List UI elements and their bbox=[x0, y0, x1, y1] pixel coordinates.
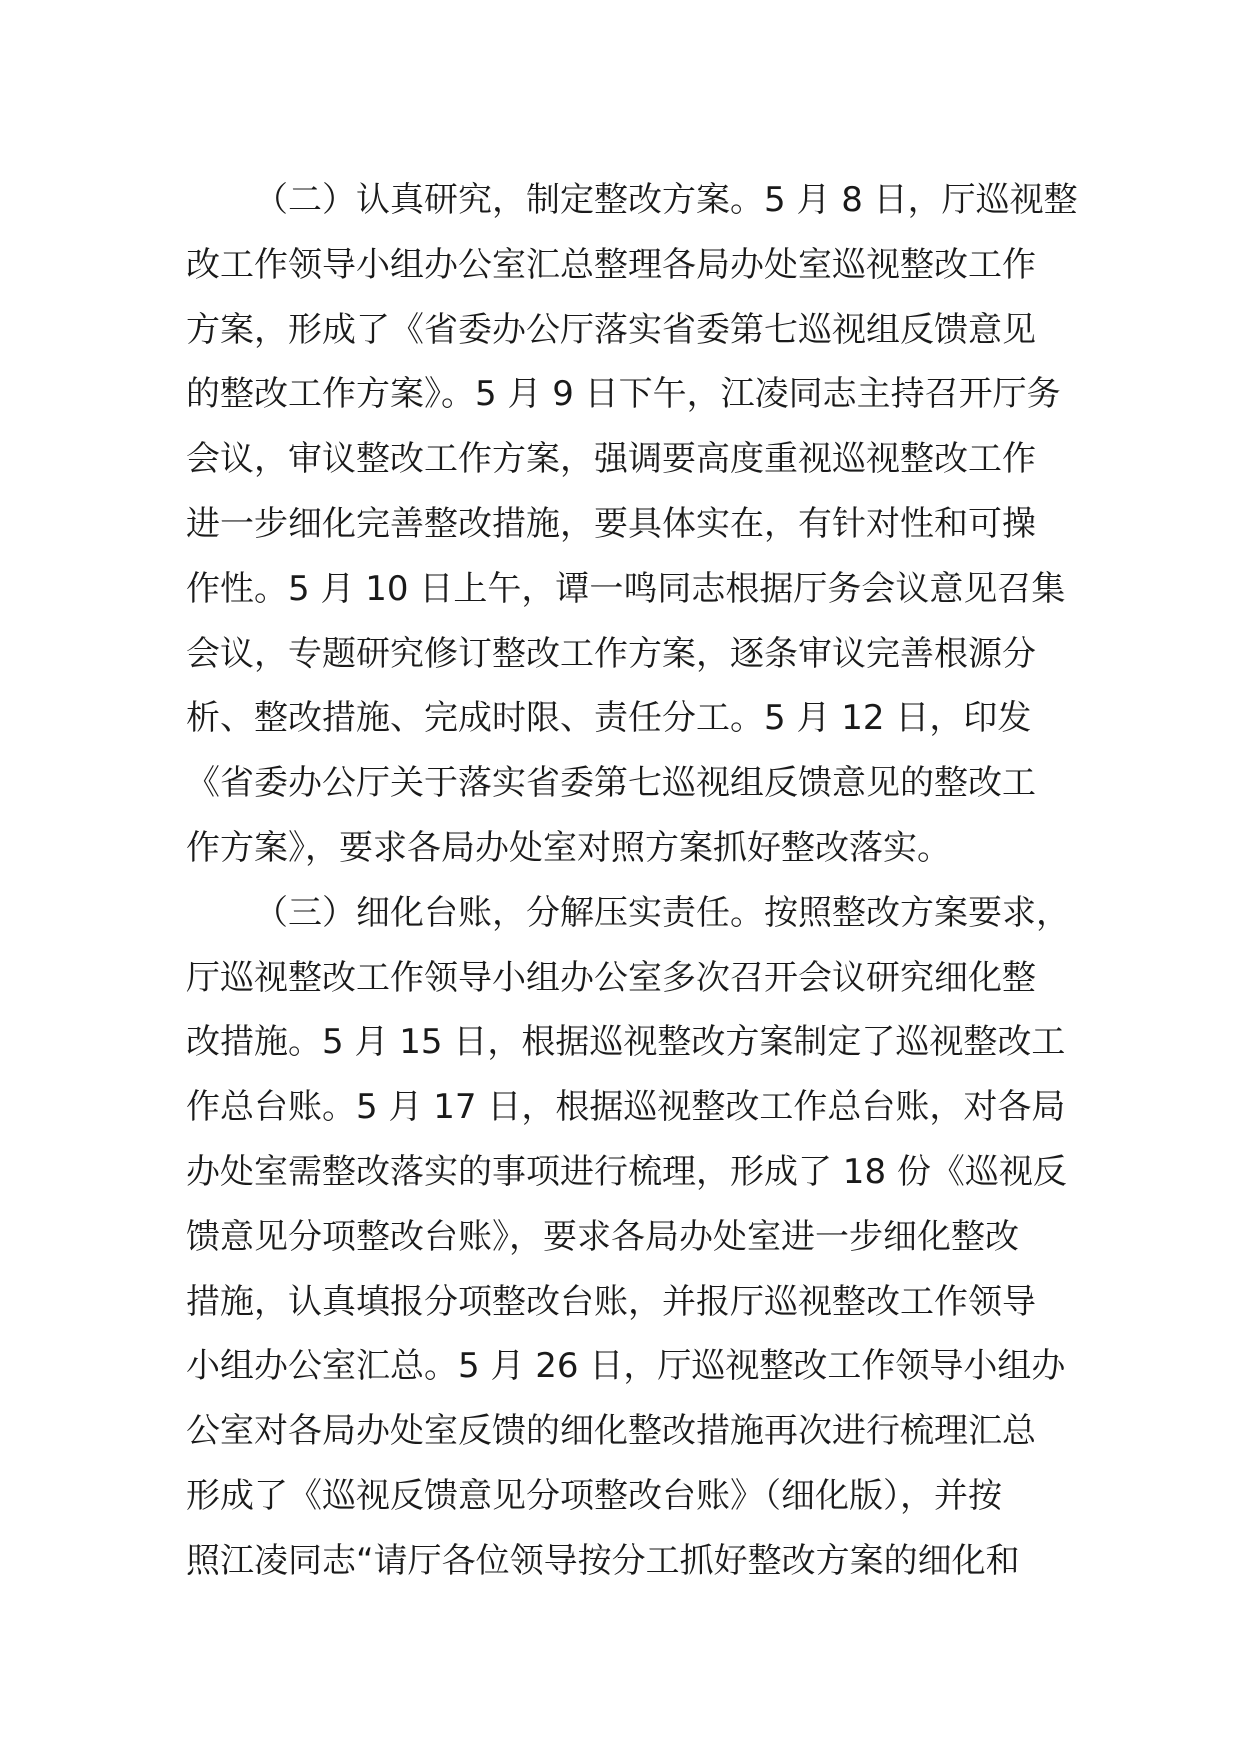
paragraph-line: 改措施。5 月 15 日，根据巡视整改方案制定了巡视整改工 bbox=[186, 1022, 1066, 1063]
paragraph-line: 公室对各局办处室反馈的细化整改措施再次进行梳理汇总 bbox=[186, 1411, 1036, 1452]
paragraph-line: 形成了《巡视反馈意见分项整改台账》（细化版），并按 bbox=[186, 1475, 1002, 1516]
paragraph-line: （三）细化台账，分解压实责任。按照整改方案要求， bbox=[254, 892, 1070, 933]
paragraph-refine-ledger bbox=[186, 881, 1070, 1594]
paragraph-line: 馈意见分项整改台账》，要求各局办处室进一步细化整改 bbox=[186, 1216, 1019, 1257]
paragraph-line: 办处室需整改落实的事项进行梳理，形成了 18 份《巡视反 bbox=[186, 1151, 1067, 1192]
paragraph-formulate-plan bbox=[186, 168, 1078, 881]
paragraph-line: 析、整改措施、完成时限、责任分工。5 月 12 日，印发 bbox=[186, 698, 1032, 739]
paragraph-line: 作总台账。5 月 17 日，根据巡视整改工作总台账，对各局 bbox=[186, 1087, 1066, 1128]
paragraph-line: 厅巡视整改工作领导小组办公室多次召开会议研究细化整 bbox=[186, 957, 1036, 998]
paragraph-line: 的整改工作方案》。5 月 9 日下午，江凌同志主持召开厅务 bbox=[186, 374, 1061, 415]
paragraph-line: 会议，审议整改工作方案，强调要高度重视巡视整改工作 bbox=[186, 439, 1036, 480]
paragraph-line: 方案，形成了《省委办公厅落实省委第七巡视组反馈意见 bbox=[186, 309, 1036, 350]
paragraph-line: 小组办公室汇总。5 月 26 日，厅巡视整改工作领导小组办 bbox=[186, 1346, 1066, 1387]
document-body bbox=[186, 168, 1078, 1594]
paragraph-line: 作性。5 月 10 日上午，谭一鸣同志根据厅务会议意见召集 bbox=[186, 568, 1066, 609]
paragraph-line: 会议，专题研究修订整改工作方案，逐条审议完善根源分 bbox=[186, 633, 1036, 674]
paragraph-line: （二）认真研究，制定整改方案。5 月 8 日，厅巡视整 bbox=[254, 180, 1078, 220]
paragraph-line: 作方案》，要求各局办处室对照方案抓好整改落实。 bbox=[186, 827, 951, 868]
paragraph-line: 照江凌同志“请厅各位领导按分工抓好整改方案的细化和 bbox=[186, 1540, 1020, 1581]
paragraph-line: 措施，认真填报分项整改台账，并报厅巡视整改工作领导 bbox=[186, 1281, 1036, 1322]
paragraph-line: 改工作领导小组办公室汇总整理各局办处室巡视整改工作 bbox=[186, 244, 1036, 285]
paragraph-line: 进一步细化完善整改措施，要具体实在，有针对性和可操 bbox=[186, 503, 1036, 544]
paragraph-line: 《省委办公厅关于落实省委第七巡视组反馈意见的整改工 bbox=[186, 763, 1036, 804]
